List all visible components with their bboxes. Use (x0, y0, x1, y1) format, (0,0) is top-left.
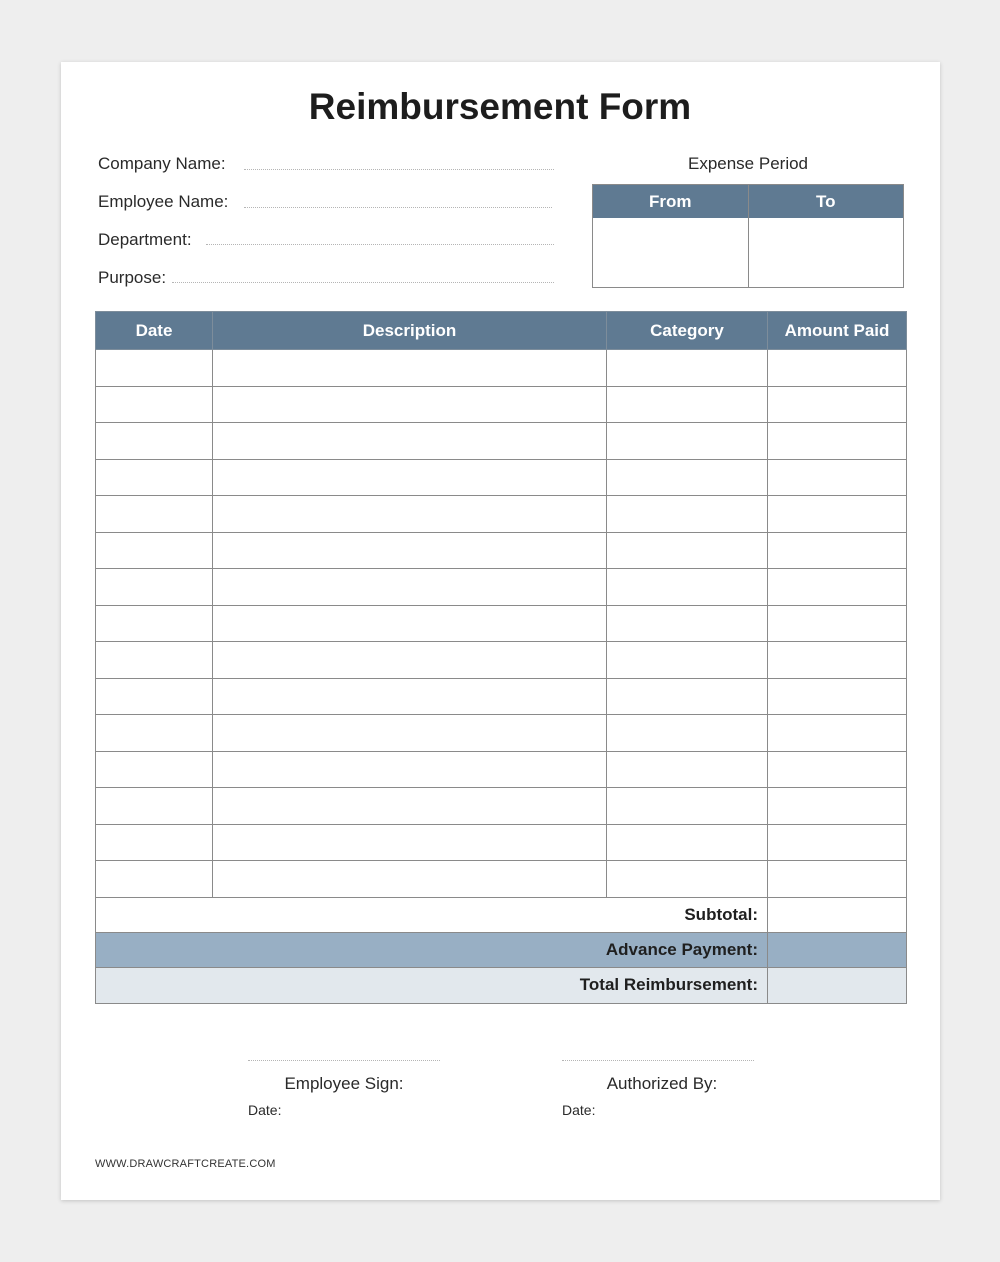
table-row (96, 532, 907, 569)
date-cell[interactable] (96, 496, 213, 533)
amount-paid-cell[interactable] (768, 751, 907, 788)
department-field[interactable] (206, 244, 554, 245)
authorized-sign-line[interactable] (562, 1060, 754, 1061)
category-cell[interactable] (607, 350, 768, 387)
page-title: Reimbursement Form (308, 86, 692, 127)
amount-paid-cell[interactable] (768, 350, 907, 387)
description-cell[interactable] (213, 824, 607, 861)
description-cell[interactable] (213, 642, 607, 679)
amount-paid-cell[interactable] (768, 788, 907, 825)
date-cell[interactable] (96, 605, 213, 642)
date-cell[interactable] (96, 569, 213, 606)
date-cell[interactable] (96, 459, 213, 496)
authorized-date-label: Date: (562, 1102, 596, 1118)
table-row (96, 423, 907, 460)
date-cell[interactable] (96, 861, 213, 898)
category-cell[interactable] (607, 678, 768, 715)
advance-payment-row (96, 932, 907, 967)
category-cell[interactable] (607, 861, 768, 898)
column-header-category: Category (607, 312, 768, 350)
category-cell[interactable] (607, 642, 768, 679)
employee-sign-label: Employee Sign: (284, 1074, 404, 1093)
category-cell[interactable] (607, 569, 768, 606)
column-header-description: Description (213, 312, 607, 350)
description-cell[interactable] (213, 532, 607, 569)
category-cell[interactable] (607, 423, 768, 460)
advance-payment-label: Advance Payment: (96, 932, 768, 967)
subtotal-cell[interactable] (768, 897, 907, 932)
amount-paid-cell[interactable] (768, 642, 907, 679)
amount-paid-cell[interactable] (768, 569, 907, 606)
amount-paid-cell[interactable] (768, 824, 907, 861)
category-cell[interactable] (607, 386, 768, 423)
employee-name-label: Employee Name: (98, 192, 229, 211)
expense-rows (96, 350, 907, 898)
description-cell[interactable] (213, 678, 607, 715)
table-row (96, 459, 907, 496)
category-cell[interactable] (607, 459, 768, 496)
amount-paid-cell[interactable] (768, 678, 907, 715)
category-cell[interactable] (607, 496, 768, 533)
description-cell[interactable] (213, 350, 607, 387)
date-cell[interactable] (96, 788, 213, 825)
total-reimbursement-cell[interactable] (768, 967, 907, 1003)
category-cell[interactable] (607, 824, 768, 861)
period-from-cell[interactable] (593, 218, 748, 287)
column-header-amount-paid: Amount Paid (768, 312, 907, 350)
table-row (96, 861, 907, 898)
description-cell[interactable] (213, 423, 607, 460)
total-reimbursement-label: Total Reimbursement: (96, 967, 768, 1003)
column-header-date: Date (96, 312, 213, 350)
period-to-cell[interactable] (748, 218, 904, 287)
date-cell[interactable] (96, 386, 213, 423)
description-cell[interactable] (213, 751, 607, 788)
amount-paid-cell[interactable] (768, 459, 907, 496)
table-row (96, 678, 907, 715)
amount-paid-cell[interactable] (768, 715, 907, 752)
amount-paid-cell[interactable] (768, 605, 907, 642)
table-row (96, 496, 907, 533)
period-from-header: From (649, 192, 692, 211)
authorized-by-label: Authorized By: (606, 1074, 718, 1093)
date-cell[interactable] (96, 642, 213, 679)
description-cell[interactable] (213, 605, 607, 642)
table-row (96, 751, 907, 788)
date-cell[interactable] (96, 678, 213, 715)
period-to-header: To (748, 185, 904, 218)
description-cell[interactable] (213, 386, 607, 423)
table-row (96, 605, 907, 642)
date-cell[interactable] (96, 532, 213, 569)
category-cell[interactable] (607, 715, 768, 752)
expense-period-label: Expense Period (687, 154, 809, 173)
subtotal-row (96, 897, 907, 932)
description-cell[interactable] (213, 569, 607, 606)
category-cell[interactable] (607, 788, 768, 825)
description-cell[interactable] (213, 788, 607, 825)
table-row (96, 824, 907, 861)
employee-name-field[interactable] (244, 207, 552, 208)
table-row (96, 715, 907, 752)
expense-table (95, 311, 907, 1004)
total-reimbursement-row (96, 967, 907, 1003)
amount-paid-cell[interactable] (768, 496, 907, 533)
date-cell[interactable] (96, 751, 213, 788)
category-cell[interactable] (607, 751, 768, 788)
department-label: Department: (98, 230, 192, 249)
category-cell[interactable] (607, 532, 768, 569)
employee-sign-line[interactable] (248, 1060, 440, 1061)
purpose-label: Purpose: (98, 268, 167, 287)
purpose-field[interactable] (172, 282, 554, 283)
description-cell[interactable] (213, 496, 607, 533)
table-row (96, 788, 907, 825)
employee-sign-date-label: Date: (248, 1102, 282, 1118)
table-row (96, 386, 907, 423)
footer-website: WWW.DRAWCRAFTCREATE.COM (95, 1158, 276, 1170)
subtotal-label: Subtotal: (96, 897, 768, 932)
company-name-field[interactable] (244, 169, 554, 170)
amount-paid-cell[interactable] (768, 386, 907, 423)
company-name-label: Company Name: (98, 154, 226, 173)
table-row (96, 569, 907, 606)
expense-period-table (592, 184, 904, 288)
description-cell[interactable] (213, 459, 607, 496)
table-row (96, 350, 907, 387)
table-row (96, 642, 907, 679)
description-cell[interactable] (213, 861, 607, 898)
date-cell[interactable] (96, 824, 213, 861)
date-cell[interactable] (96, 715, 213, 752)
date-cell[interactable] (96, 350, 213, 387)
amount-paid-cell[interactable] (768, 861, 907, 898)
description-cell[interactable] (213, 715, 607, 752)
amount-paid-cell[interactable] (768, 423, 907, 460)
date-cell[interactable] (96, 423, 213, 460)
category-cell[interactable] (607, 605, 768, 642)
amount-paid-cell[interactable] (768, 532, 907, 569)
advance-payment-cell[interactable] (768, 932, 907, 967)
